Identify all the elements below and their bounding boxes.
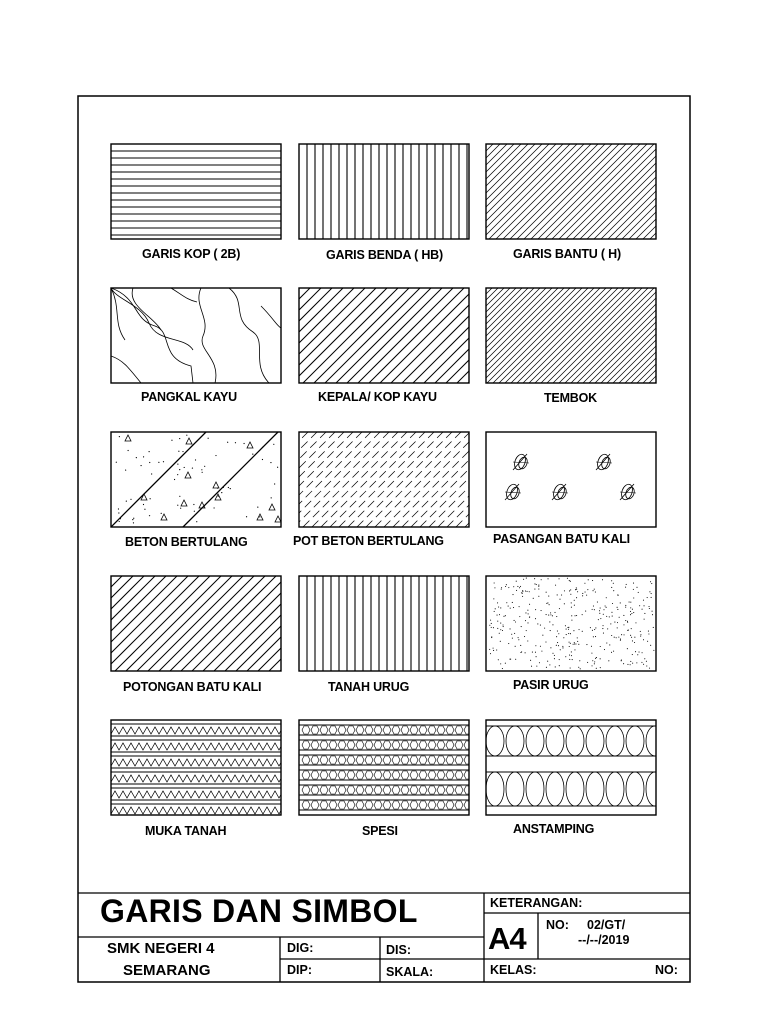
symbol-wood-grain bbox=[111, 288, 281, 383]
symbol-frame bbox=[111, 288, 281, 383]
symbol-horizontal-lines bbox=[111, 144, 281, 239]
symbol-reinforced-concrete bbox=[111, 432, 281, 527]
symbol-dashed-diagonal bbox=[204, 432, 650, 527]
skala-label: SKALA: bbox=[386, 965, 434, 979]
symbol-label: BETON BERTULANG bbox=[125, 535, 248, 549]
symbol-label: KEPALA/ KOP KAYU bbox=[318, 390, 437, 404]
keterangan-label: KETERANGAN: bbox=[490, 896, 583, 910]
symbol-dots bbox=[486, 576, 656, 671]
symbol-label: MUKA TANAH bbox=[145, 824, 227, 838]
symbol-frame bbox=[111, 432, 281, 527]
symbol-diagonal bbox=[16, 576, 463, 671]
symbol-label: GARIS KOP ( 2B) bbox=[142, 247, 241, 261]
symbol-vertical-lines bbox=[299, 576, 469, 671]
drawing-title: GARIS DAN SIMBOL bbox=[100, 893, 418, 929]
dig-label: DIG: bbox=[287, 941, 314, 955]
symbol-frame bbox=[486, 432, 656, 527]
symbol-dense-diagonal bbox=[391, 288, 768, 383]
school-name-line2: SEMARANG bbox=[123, 962, 211, 979]
symbol-ellipse-bands bbox=[486, 720, 664, 815]
number-label: NO: bbox=[546, 918, 569, 932]
dis-label: DIS: bbox=[386, 943, 411, 957]
kelas-label: KELAS: bbox=[490, 963, 537, 977]
symbol-label: PASANGAN BATU KALI bbox=[493, 532, 630, 546]
symbol-fine-diagonal bbox=[391, 144, 768, 239]
symbol-vertical-lines bbox=[299, 144, 469, 239]
symbol-zigzag-bands bbox=[111, 720, 287, 816]
symbol-label: PASIR URUG bbox=[513, 678, 589, 692]
dip-label: DIP: bbox=[287, 963, 312, 977]
symbol-label: TANAH URUG bbox=[328, 680, 410, 694]
symbol-label: SPESI bbox=[362, 824, 398, 838]
symbol-label: POTONGAN BATU KALI bbox=[123, 680, 262, 694]
symbol-stone-masonry bbox=[486, 432, 656, 527]
symbol-label: POT BETON BERTULANG bbox=[293, 534, 444, 548]
symbol-label: TEMBOK bbox=[544, 391, 597, 405]
symbol-label: ANSTAMPING bbox=[513, 822, 595, 836]
number-value: 02/GT/ bbox=[587, 918, 626, 932]
number-bottom-label: NO: bbox=[655, 963, 678, 977]
date-value: --/--/2019 bbox=[578, 933, 630, 947]
symbol-frame bbox=[486, 720, 656, 815]
paper-size: A4 bbox=[488, 921, 526, 956]
symbol-diagonal bbox=[204, 288, 651, 383]
symbol-frame bbox=[486, 144, 656, 239]
school-name-line1: SMK NEGERI 4 bbox=[107, 940, 215, 957]
symbol-hexagon-bands bbox=[299, 720, 472, 815]
symbol-label: GARIS BENDA ( HB) bbox=[326, 248, 443, 262]
symbol-label: PANGKAL KAYU bbox=[141, 390, 237, 404]
symbol-grid bbox=[16, 144, 768, 816]
symbol-label: GARIS BANTU ( H) bbox=[513, 247, 621, 261]
